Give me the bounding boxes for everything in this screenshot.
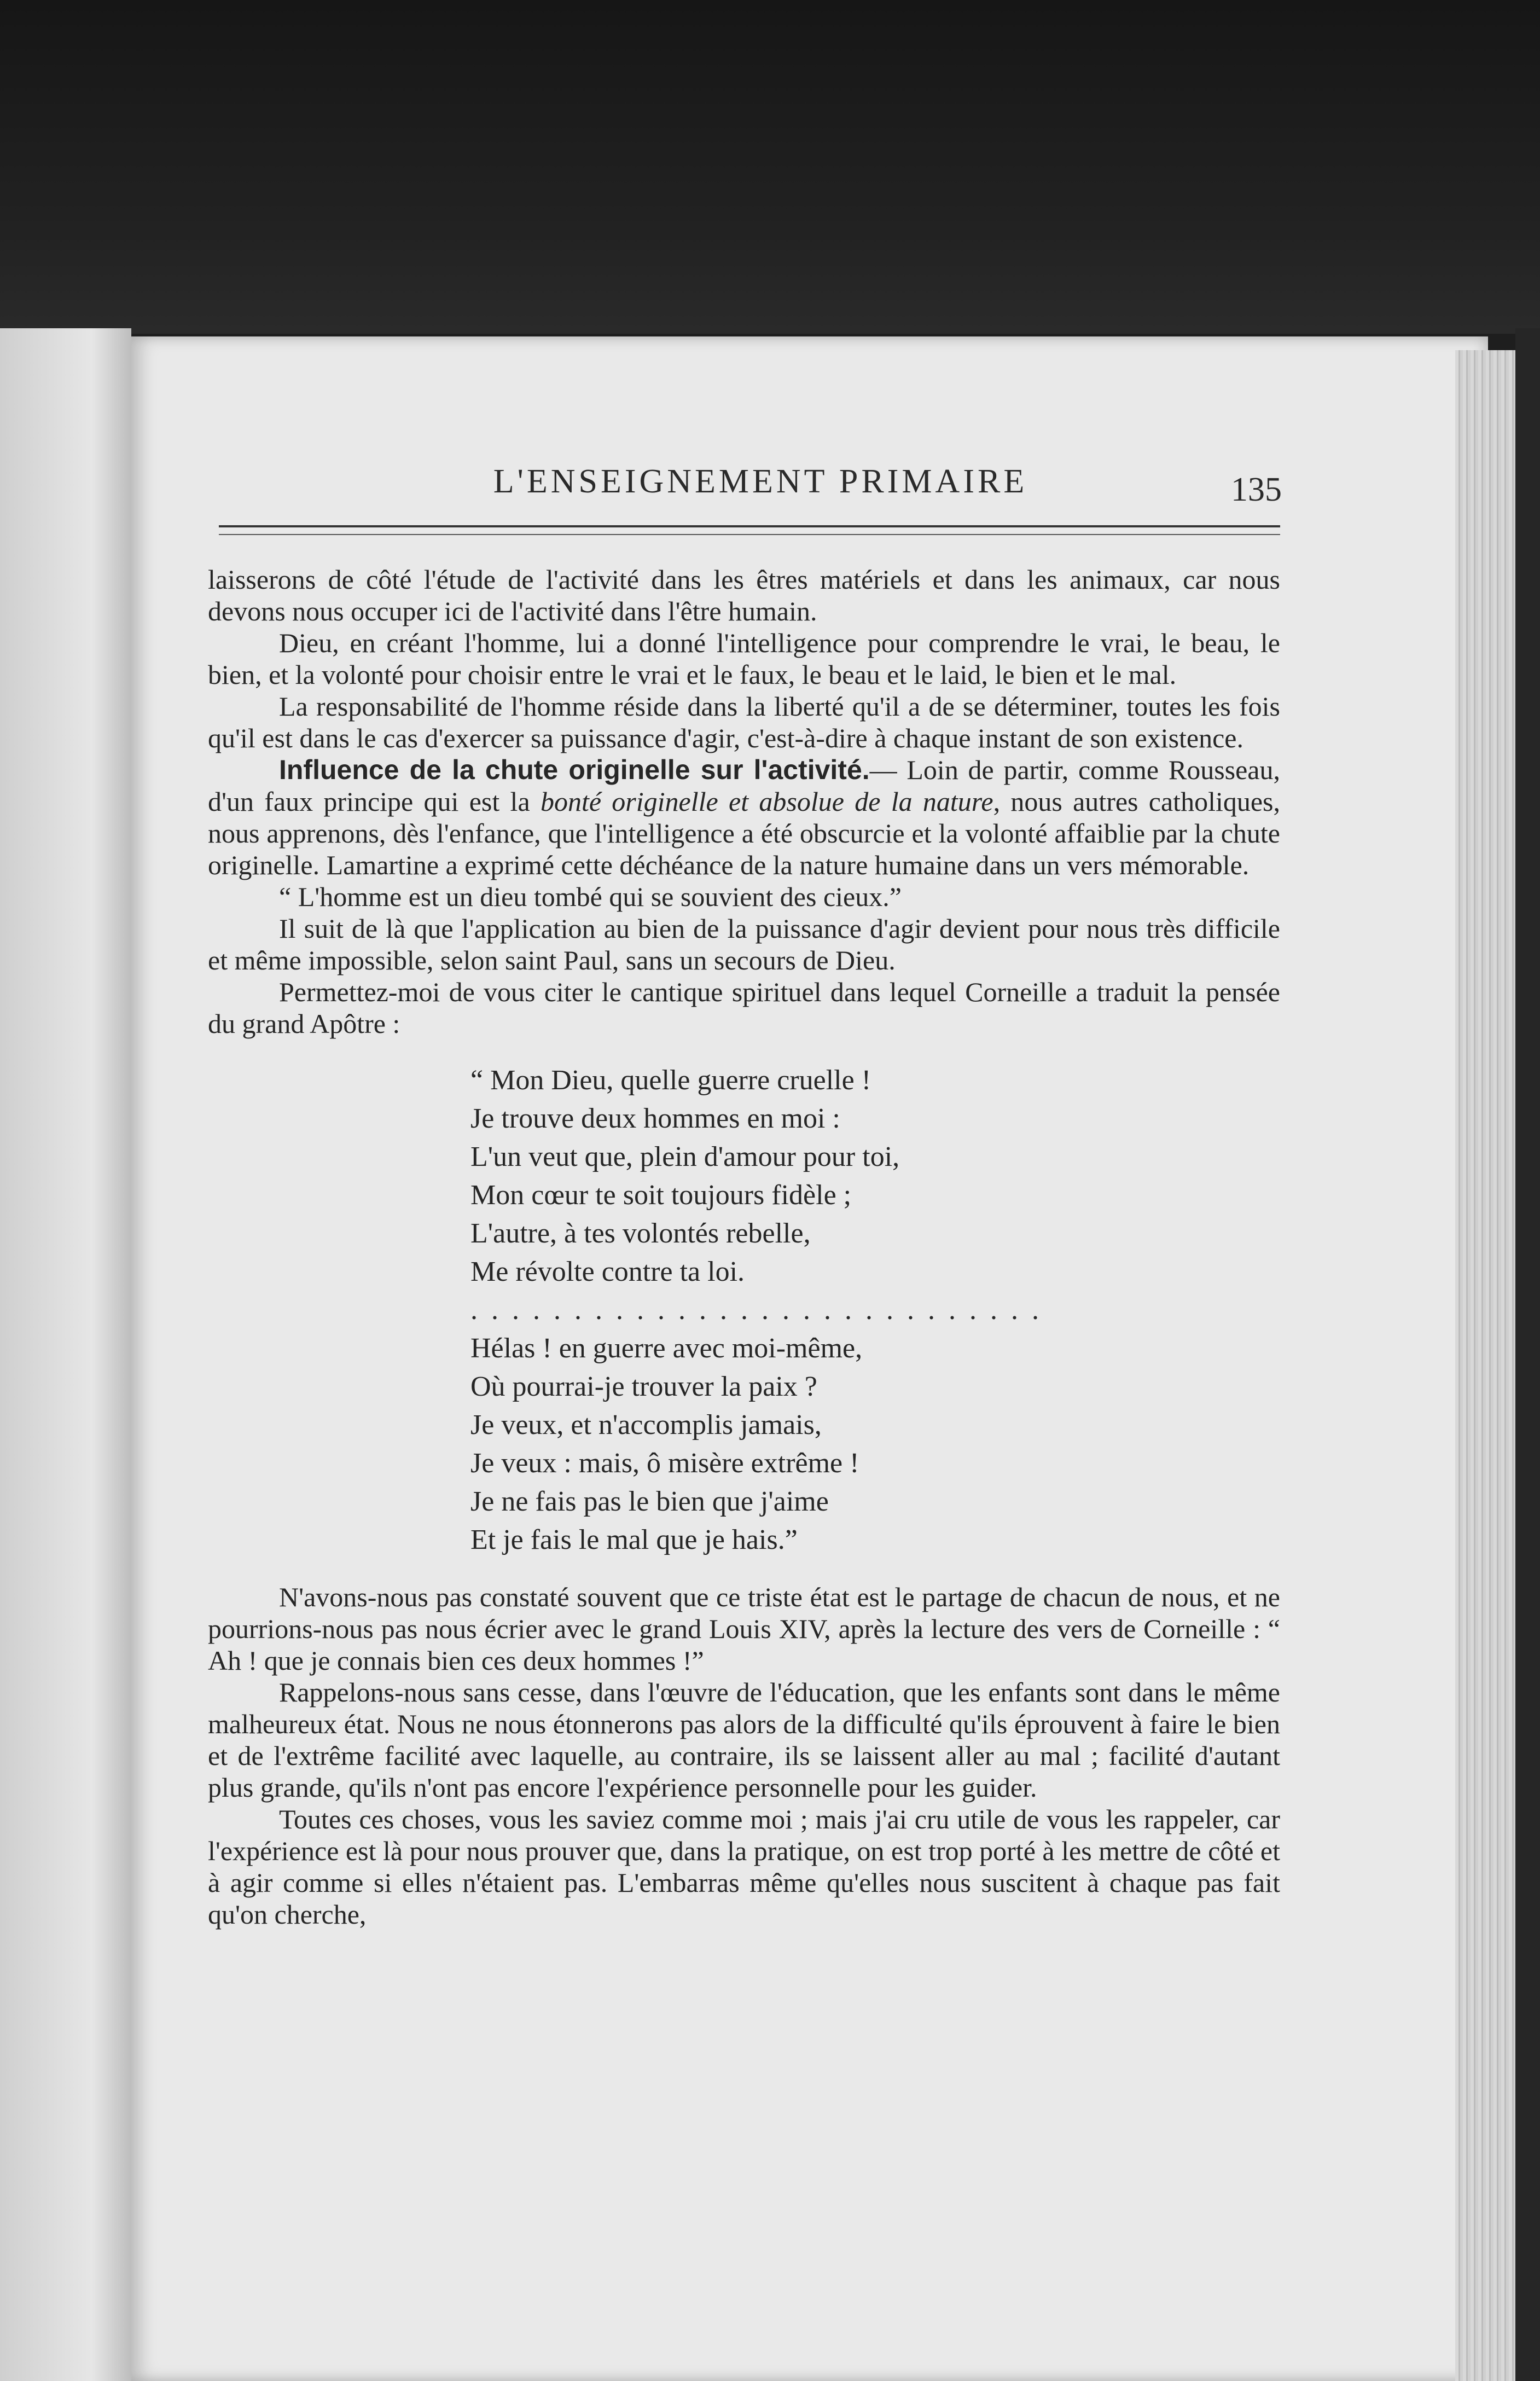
italic-phrase: bonté originelle et absolue de la nature (540, 786, 993, 817)
verse-line: Me révolte contre ta loi. (470, 1256, 745, 1287)
page-fore-edge (1455, 350, 1515, 2381)
verse-line: L'autre, à tes volontés rebelle, (470, 1218, 811, 1249)
verse-line: Je trouve deux hommes en moi : (470, 1103, 840, 1134)
paragraph: Permettez-moi de vous citer le cantique spirituel dans lequel Corneille a traduit la pensée du grand Apôtre : (208, 977, 1280, 1039)
text-run: — Loin de partir, comme Rousseau, d'un faux principe qui est la (208, 754, 1281, 817)
verse-line: Où pourrai-je trouver la paix ? (470, 1371, 817, 1402)
page-number: 135 (1231, 471, 1282, 508)
facing-page-edge (0, 328, 131, 2381)
paragraph: Il suit de là que l'application au bien de la puissance d'agir devient pour nous très difficile et même impossible, selon saint Paul, sans un secours de Dieu. (208, 913, 1280, 975)
body-text (208, 564, 1280, 1930)
paragraph: Toutes ces choses, vous les saviez comme moi ; mais j'ai cru utile de vous les rappeler, car l'expérience est là pour nous prouver que, dans la pratique, on est trop porté à les mettre de côté et à agir comme si elles n'étaient pas. L'embarras même qu'elles nous suscitent à chaque pas fait qu'on cherche, (208, 1804, 1280, 1930)
background-right (1515, 328, 1540, 2381)
text-run: , nous autres catholiques, nous apprenons, dès l'enfance, que l'intelligence a été obscurcie et la volonté affaiblie par la chute originelle. Lamartine a exprimé cette déchéance de la nature humaine dans un vers mémorable. (208, 786, 1281, 880)
paragraph: La responsabilité de l'homme réside dans la liberté qu'il a de se déterminer, toutes les fois qu'il est dans le cas d'exercer sa puissance d'agir, c'est-à-dire à chaque instant de son existence. (208, 691, 1280, 753)
paragraph: laisserons de côté l'étude de l'activité dans les êtres matériels et dans les animaux, car nous devons nous occuper ici de l'activité dans l'être humain. (208, 564, 1280, 626)
verse-line: Et je fais le mal que je hais.” (470, 1524, 798, 1555)
cantique-verse (470, 1061, 1280, 1559)
verse-line: Je veux, et n'accomplis jamais, (470, 1409, 822, 1441)
verse-line: Je veux : mais, ô misère extrême ! (470, 1448, 859, 1479)
verse-line: L'un veut que, plein d'amour pour toi, (470, 1141, 900, 1172)
background-top (0, 0, 1540, 334)
paragraph: Dieu, en créant l'homme, lui a donné l'intelligence pour comprendre le vrai, le beau, le bien, et la volonté pour choisir entre le vrai et le faux, le beau et le laid, le bien et le mal. (208, 628, 1280, 690)
verse-line: Je ne fais pas le bien que j'aime (470, 1486, 829, 1517)
paragraph: Rappelons-nous sans cesse, dans l'œuvre de l'éducation, que les enfants sont dans le même malheureux état. Nous ne nous étonnerons pas alors de la difficulté qu'ils éprouvent à faire le bien et de l'extrême facilité avec laquelle, au contraire, ils se laissent aller au mal ; facilité d'autant plus grande, qu'ils n'ont pas encore l'expérience personnelle pour les guider. (208, 1677, 1280, 1803)
verse-ellipsis: . . . . . . . . . . . . . . . . . . . . . . . . . . . . (470, 1294, 1042, 1326)
paragraph: N'avons-nous pas constaté souvent que ce triste état est le partage de chacun de nous, et ne pourrions-nous pas nous écrier avec le grand Louis XIV, après la lecture des vers de Corneille : “ Ah ! que je connais bien ces deux hommes !” (208, 1582, 1280, 1676)
verse-line: “ Mon Dieu, quelle guerre cruelle ! (470, 1065, 871, 1096)
verse-line: Hélas ! en guerre avec moi-même, (470, 1333, 863, 1364)
section-heading: Influence de la chute originelle sur l'activité. (279, 754, 870, 785)
paragraph (208, 754, 1280, 881)
running-title: L'ENSEIGNEMENT PRIMAIRE (493, 463, 1028, 500)
header-rule (219, 525, 1280, 535)
quoted-verse: “ L'homme est un dieu tombé qui se souvient des cieux.” (279, 881, 902, 912)
verse-line: Mon cœur te soit toujours fidèle ; (470, 1180, 852, 1211)
